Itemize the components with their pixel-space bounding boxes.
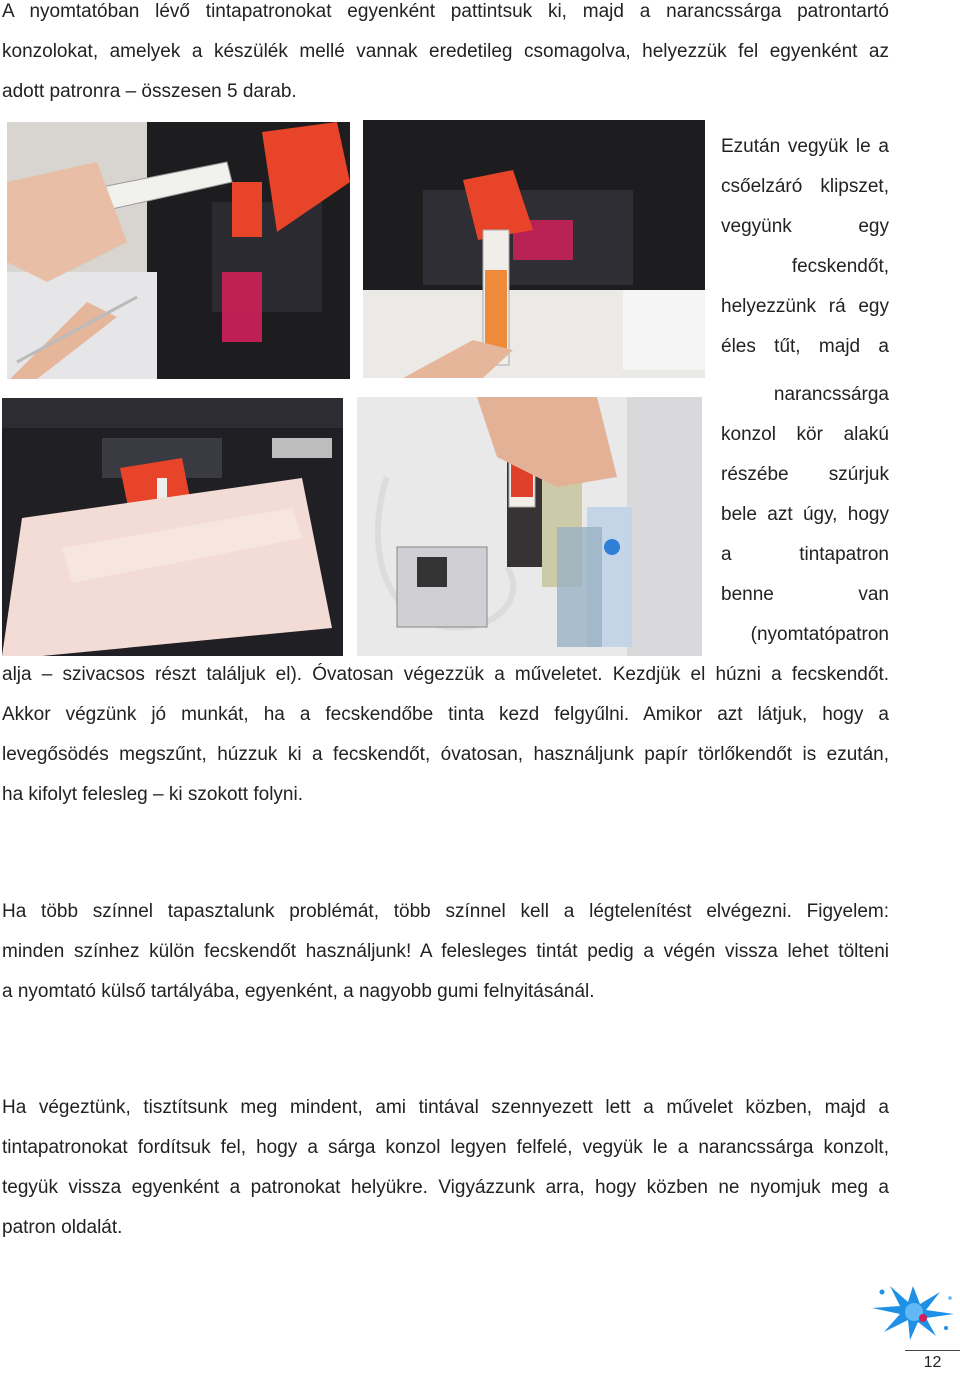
paragraph-3-line-1: Ha több színnel tapasztalunk problémát, több színnel kell a légtelenítést elvégezni. Figyelem: xyxy=(2,901,889,922)
syringe-ink-rising-photo xyxy=(363,120,705,378)
side-text-line-8: konzol kör alakú xyxy=(721,424,889,445)
page-number: 12 xyxy=(905,1350,960,1373)
paragraph-4-line-1: Ha végeztünk, tisztítsunk meg mindent, ami tintával szennyezett lett a művelet közben, majd a xyxy=(2,1097,889,1118)
side-text-line-2: csőelzáró klipszet, xyxy=(721,176,889,197)
paragraph-3-line-3: a nyomtató külső tartályába, egyenként, a nagyobb gumi felnyitásánál. xyxy=(2,981,595,1002)
paragraph-4-line-4: patron oldalát. xyxy=(2,1217,123,1238)
side-text-line-5: helyezzünk rá egy xyxy=(721,296,889,317)
side-text-line-4: fecskendőt, xyxy=(791,256,889,277)
side-text-line-3: vegyünk egy xyxy=(721,216,889,237)
paragraph-2-line-3: levegősödés megszűnt, húzzuk ki a fecskendőt, óvatosan, használjunk papír törlőkendőt is ezután, xyxy=(2,744,889,765)
ink-splash-logo xyxy=(870,1278,956,1342)
paragraph-4-line-3: tegyük vissza egyenként a patronokat helyükre. Vigyázzunk arra, hogy közben ne nyomjuk meg a xyxy=(2,1177,889,1198)
side-text-line-1: Ezután vegyük le a xyxy=(721,136,889,157)
paper-towel-photo xyxy=(2,398,343,656)
paragraph-1-line-3: adott patronra – összesen 5 darab. xyxy=(2,81,297,102)
side-text-line-11: a tintapatron xyxy=(721,544,889,565)
paragraph-2-line-2: Akkor végzünk jó munkát, ha a fecskendőbe tinta kezd felgyűlni. Amikor azt látjuk, hogy a xyxy=(2,704,889,725)
paragraph-2-line-1: alja – szivacsos részt találjuk el). Óvatosan végezzük a műveletet. Kezdjük el húzni a fecskendőt. xyxy=(2,664,889,685)
side-text-line-12: benne van xyxy=(721,584,889,605)
side-text-line-13: (nyomtatópatron xyxy=(750,624,889,645)
ciss-tanks-photo xyxy=(357,397,702,656)
syringe-in-cartridge-photo xyxy=(7,122,350,379)
side-text-line-10: bele azt úgy, hogy xyxy=(721,504,889,525)
paragraph-4-line-2: tintapatronokat fordítsuk fel, hogy a sárga konzol legyen felfelé, vegyük le a narancssárga konzolt, xyxy=(2,1137,889,1158)
paragraph-3-line-2: minden színhez külön fecskendőt használjunk! A felesleges tintát pedig a végén vissza lehet tölteni xyxy=(2,941,889,962)
paragraph-2-line-4: ha kifolyt felesleg – ki szokott folyni. xyxy=(2,784,303,805)
paragraph-1-line-1: A nyomtatóban lévő tintapatronokat egyenként pattintsuk ki, majd a narancssárga patrontartó xyxy=(2,1,889,22)
side-text-line-6: éles tűt, majd a xyxy=(721,336,889,357)
side-text-line-7: narancssárga xyxy=(773,384,889,405)
side-text-line-9: részébe szúrjuk xyxy=(721,464,889,485)
paragraph-1-line-2: konzolokat, amelyek a készülék mellé vannak eredetileg csomagolva, helyezzük fel egyenként az xyxy=(2,41,889,62)
